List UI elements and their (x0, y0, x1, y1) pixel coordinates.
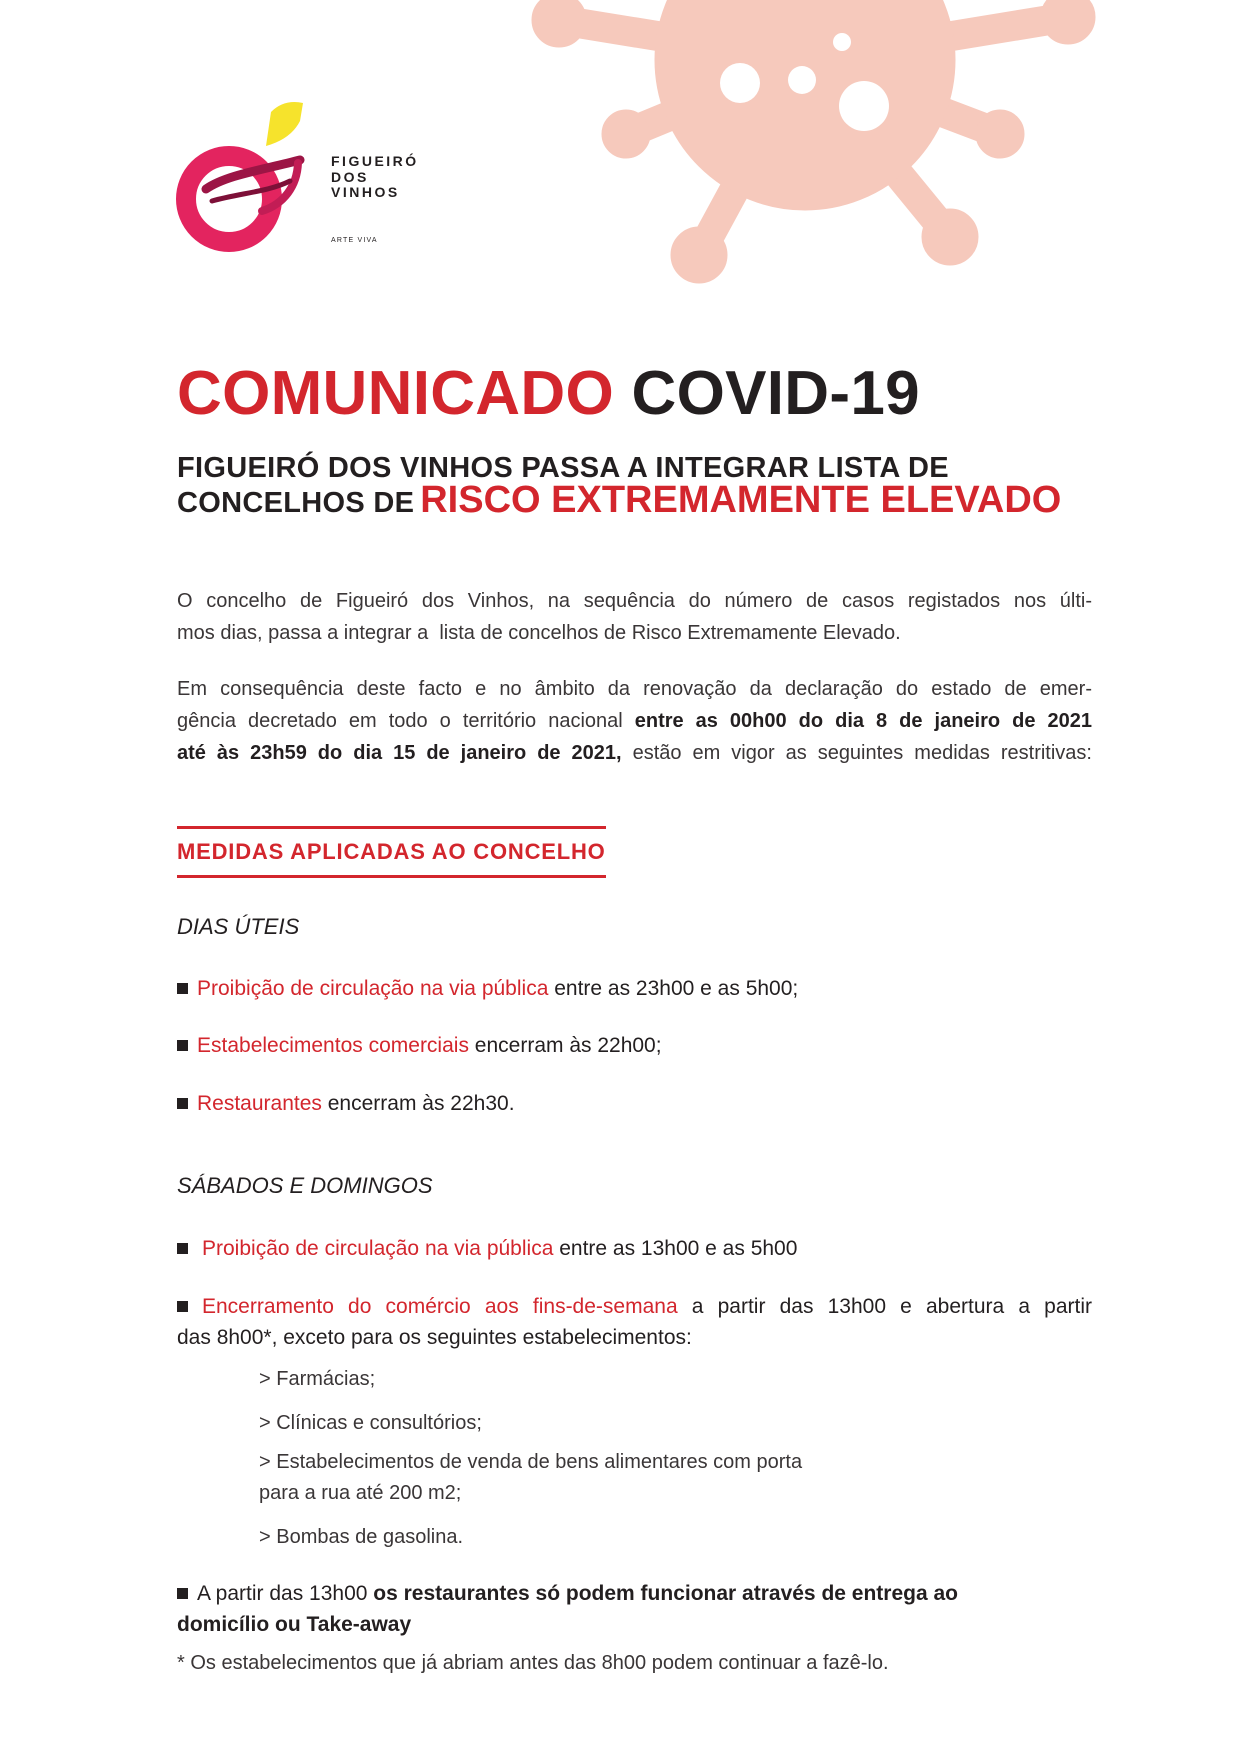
virus-hole (833, 33, 851, 51)
paragraph-line: Em consequência deste facto e no âmbito da renovação da declaração do estado de emer- (177, 678, 1092, 700)
section-header: MEDIDAS APLICADAS AO CONCELHO (177, 826, 606, 878)
logo-graphic (165, 90, 315, 265)
exception-item (259, 1447, 802, 1509)
item-text: a partir das 13h00 e abertura a partir (691, 1295, 1092, 1318)
exception-line: > Estabelecimentos de venda de bens alimentares com porta (259, 1451, 803, 1473)
virus-hole (788, 66, 816, 94)
item-line: das 8h00*, exceto para os seguintes estabelecimentos: (177, 1326, 692, 1349)
list-item (177, 1233, 1092, 1264)
virus-spike-right (976, 110, 1024, 158)
exception-item: > Bombas de gasolina. (259, 1526, 464, 1548)
list-item (177, 1030, 1092, 1061)
title-highlight: COMUNICADO (177, 359, 614, 428)
logo-name (331, 154, 419, 201)
logo-name-line1: FIGUEIRÓ (331, 153, 419, 169)
subtitle-line2 (177, 478, 1061, 525)
virus-spike-bottom-right (922, 209, 978, 265)
list-item (177, 1578, 1092, 1640)
paragraph-line: O concelho de Figueiró dos Vinhos, na sequência do número de casos registados nos últi- (177, 590, 1092, 612)
bullet-square-icon (177, 1301, 188, 1312)
paragraph-line (177, 705, 1092, 737)
item-bold-text: os restaurantes só podem funcionar através de entrega ao (373, 1582, 958, 1605)
subtitle-line1: FIGUEIRÓ DOS VINHOS PASSA A INTEGRAR LISTA DE (177, 452, 949, 484)
paragraph-line (177, 737, 1092, 769)
logo-yellow-brush (266, 102, 303, 146)
virus-spike-top-left (532, 0, 586, 47)
item-text: entre as 23h00 e as 5h00; (554, 977, 799, 1000)
paragraph-bold-text: entre as 00h00 do dia 8 de janeiro de 2021 (634, 710, 1092, 732)
bullet-square-icon (177, 1243, 188, 1254)
item-text: encerram às 22h00; (474, 1034, 662, 1057)
footnote: * Os estabelecimentos que já abriam antes das 8h00 podem continuar a fazê-lo. (177, 1652, 889, 1674)
title-rest: COVID-19 (631, 359, 920, 428)
bullet-square-icon (177, 1588, 188, 1599)
item-line (177, 1578, 1092, 1609)
bullet-square-icon (177, 1040, 188, 1051)
list-item (177, 1088, 1092, 1119)
virus-hole (720, 63, 760, 103)
item-highlight: Proibição de circulação na via pública (197, 977, 549, 1000)
item-text: entre as 13h00 e as 5h00 (559, 1237, 798, 1260)
subtitle-prefix: CONCELHOS DE (177, 487, 415, 519)
logo-tagline: ARTE VIVA (331, 237, 378, 244)
item-text: A partir das 13h00 (197, 1582, 368, 1605)
virus-spike-left (602, 110, 650, 158)
intro-paragraph-1 (177, 585, 1092, 649)
exception-item: > Farmácias; (259, 1368, 376, 1390)
item-text: encerram às 22h30. (327, 1092, 515, 1115)
page-title (177, 359, 920, 429)
intro-paragraph-2 (177, 673, 1092, 769)
list-item (177, 973, 1092, 1004)
subtitle-highlight: RISCO EXTREMAMENTE ELEVADO (420, 479, 1062, 521)
bullet-square-icon (177, 1098, 188, 1109)
paragraph-text: gência decretado em todo o território nacional (177, 710, 623, 732)
item-highlight: Encerramento do comércio aos fins-de-semana (202, 1295, 678, 1318)
item-highlight: Restaurantes (197, 1092, 322, 1115)
list-item (177, 1291, 1092, 1353)
virus-spike-top-right (1041, 0, 1095, 44)
item-line (177, 1291, 1092, 1322)
exception-line: para a rua até 200 m2; (259, 1482, 462, 1504)
virus-spike-bottom-left (671, 227, 727, 283)
weekend-heading: SÁBADOS E DOMINGOS (177, 1173, 433, 1198)
item-highlight: Estabelecimentos comerciais (197, 1034, 469, 1057)
logo-name-line2: DOS (331, 168, 369, 185)
exception-item: > Clínicas e consultórios; (259, 1412, 482, 1434)
logo-name-line3: VINHOS (331, 184, 400, 200)
weekdays-heading: DIAS ÚTEIS (177, 914, 300, 939)
paragraph-line: mos dias, passa a integrar a lista de concelhos de Risco Extremamente Elevado. (177, 622, 901, 644)
paragraph-text: estão em vigor as seguintes medidas restritivas: (632, 742, 1092, 764)
paragraph-bold-text: até às 23h59 do dia 15 de janeiro de 2021, (177, 742, 622, 764)
item-highlight: Proibição de circulação na via pública (202, 1237, 554, 1260)
item-line: domicílio ou Take-away (177, 1613, 412, 1636)
virus-hole (839, 81, 889, 131)
bullet-square-icon (177, 983, 188, 994)
